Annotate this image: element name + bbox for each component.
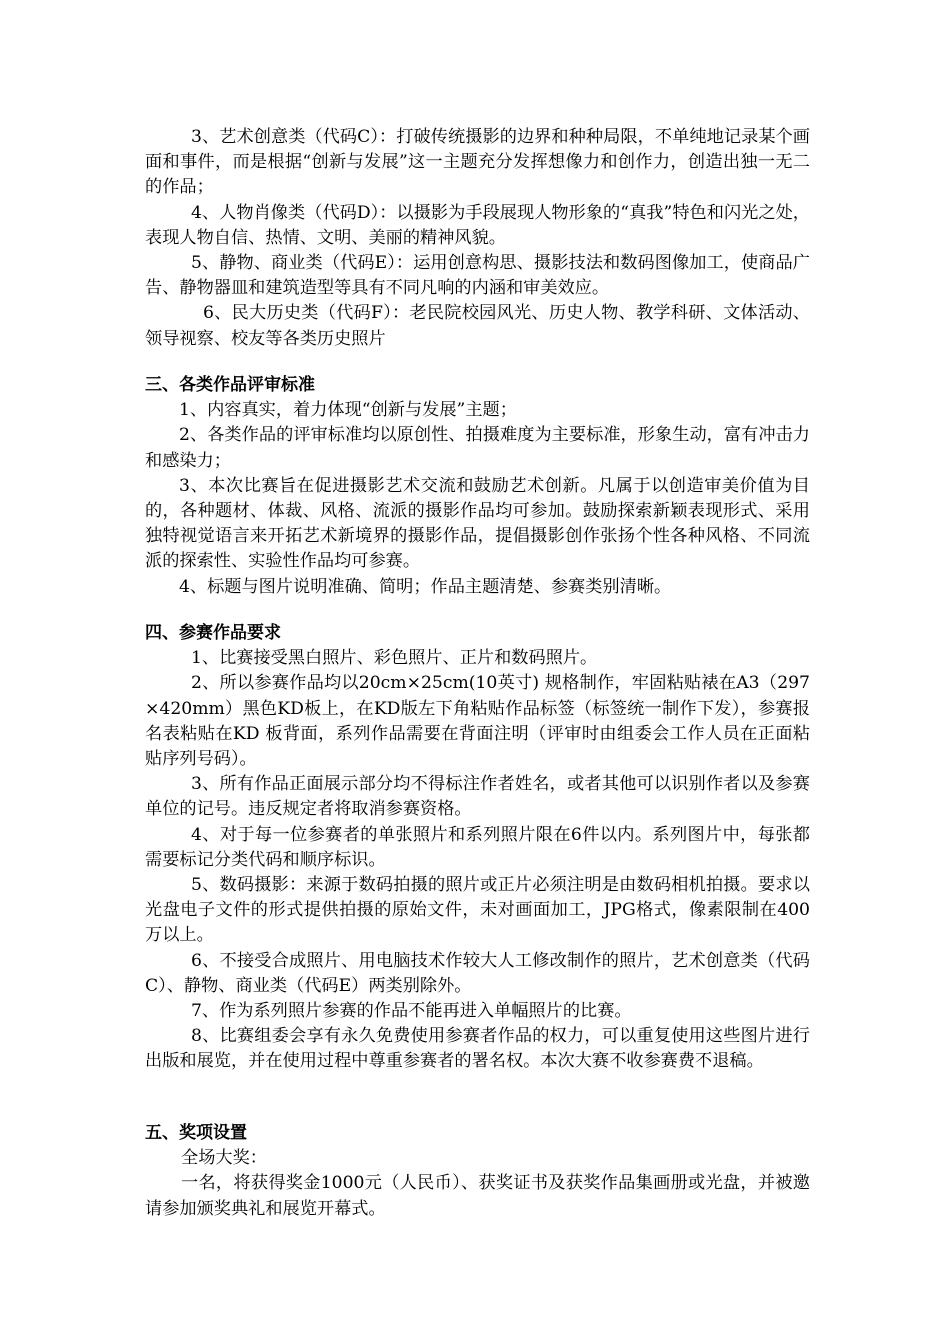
award-item: 一名，将获得奖金1000元（人民币）、获奖证书及获奖作品集画册或光盘，并被邀请参加颁奖典礼和展览开幕式。 bbox=[145, 1173, 810, 1219]
criteria-item: 3、本次比赛旨在促进摄影艺术交流和鼓励艺术创新。凡属于以创造审美价值为目的，各种题材、体裁、风格、流派的摄影作品均可参加。鼓励探索新颖表现形式、采用独特视觉语言来开拓艺术新境界的摄影作品，提倡摄影创作张扬个性各种风格、不同流派的探索性、实验性作品均可参赛。 bbox=[145, 475, 810, 572]
requirement-item: 1、比赛接受黑白照片、彩色照片、正片和数码照片。 bbox=[191, 648, 598, 669]
category-item-c: 3、艺术创意类（代码C）：打破传统摄影的边界和种种局限，不单纯地记录某个画面和事件，而是根据“创新与发展”这一主题充分发挥想像力和创作力，创造出独一无二的作品； bbox=[145, 127, 810, 198]
requirement-item: 5、数码摄影：来源于数码拍摄的照片或正片必须注明是由数码相机拍摄。要求以光盘电子文件的形式提供拍摄的原始文件，未对画面加工，JPG格式，像素限制在400万以上。 bbox=[145, 875, 810, 946]
requirement-item: 6、不接受合成照片、用电脑技术作较大人工修改制作的照片，艺术创意类（代码C）、静物、商业类（代码E）两类别除外。 bbox=[145, 950, 810, 996]
requirement-item: 4、对于每一位参赛者的单张照片和系列照片限在6件以内。系列图片中，每张都需要标记分类代码和顺序标识。 bbox=[145, 824, 810, 870]
requirement-item: 2、所以参赛作品均以20cm×25cm(10英寸) 规格制作，牢固粘贴裱在A3（297×420mm）黑色KD板上，在KD版左下角粘贴作品标签（标签统一制作下发），参赛报名表粘贴在KD 板背面，系列作品需要在背面注明（评审时由组委会工作人员在正面粘贴序列号码）。 bbox=[145, 673, 810, 770]
category-list bbox=[145, 125, 810, 352]
section-judging-criteria bbox=[145, 373, 810, 600]
requirement-item: 7、作为系列照片参赛的作品不能再进入单幅照片的比赛。 bbox=[191, 1001, 632, 1022]
category-item-f: 6、民大历史类（代码F）：老民院校园风光、历史人物、教学科研、文体活动、领导视察、校友等各类历史照片 bbox=[145, 303, 810, 349]
category-item-d: 4、人物肖像类（代码D）：以摄影为手段展现人物形象的“真我”特色和闪光之处，表现人物自信、热情、文明、美丽的精神风貌。 bbox=[145, 202, 810, 248]
criteria-item: 4、标题与图片说明准确、简明；作品主题清楚、参赛类别清晰。 bbox=[179, 576, 672, 597]
section-awards bbox=[145, 1121, 810, 1222]
award-subheading: 全场大奖： bbox=[181, 1148, 267, 1169]
criteria-item: 2、各类作品的评审标准均以原创性、拍摄难度为主要标准，形象生动，富有冲击力和感染力； bbox=[145, 425, 810, 471]
requirement-item: 8、比赛组委会享有永久免费使用参赛者作品的权力，可以重复使用这些图片进行出版和展览，并在使用过程中尊重参赛者的署名权。本次大赛不收参赛费不退稿。 bbox=[145, 1026, 810, 1072]
section-heading: 五、奖项设置 bbox=[145, 1123, 247, 1143]
requirement-item: 3、所有作品正面展示部分均不得标注作者姓名，或者其他可以识别作者以及参赛单位的记号。违反规定者将取消参赛资格。 bbox=[145, 774, 810, 820]
section-heading: 四、参赛作品要求 bbox=[145, 623, 281, 643]
category-item-e: 5、静物、商业类（代码E）：运用创意构思、摄影技法和数码图像加工，使商品广告、静物器皿和建筑造型等具有不同凡响的内涵和审美效应。 bbox=[145, 253, 810, 299]
section-entry-requirements bbox=[145, 621, 810, 1075]
section-heading: 三、各类作品评审标准 bbox=[145, 375, 315, 395]
criteria-item: 1、内容真实，着力体现“创新与发展”主题； bbox=[179, 400, 517, 421]
